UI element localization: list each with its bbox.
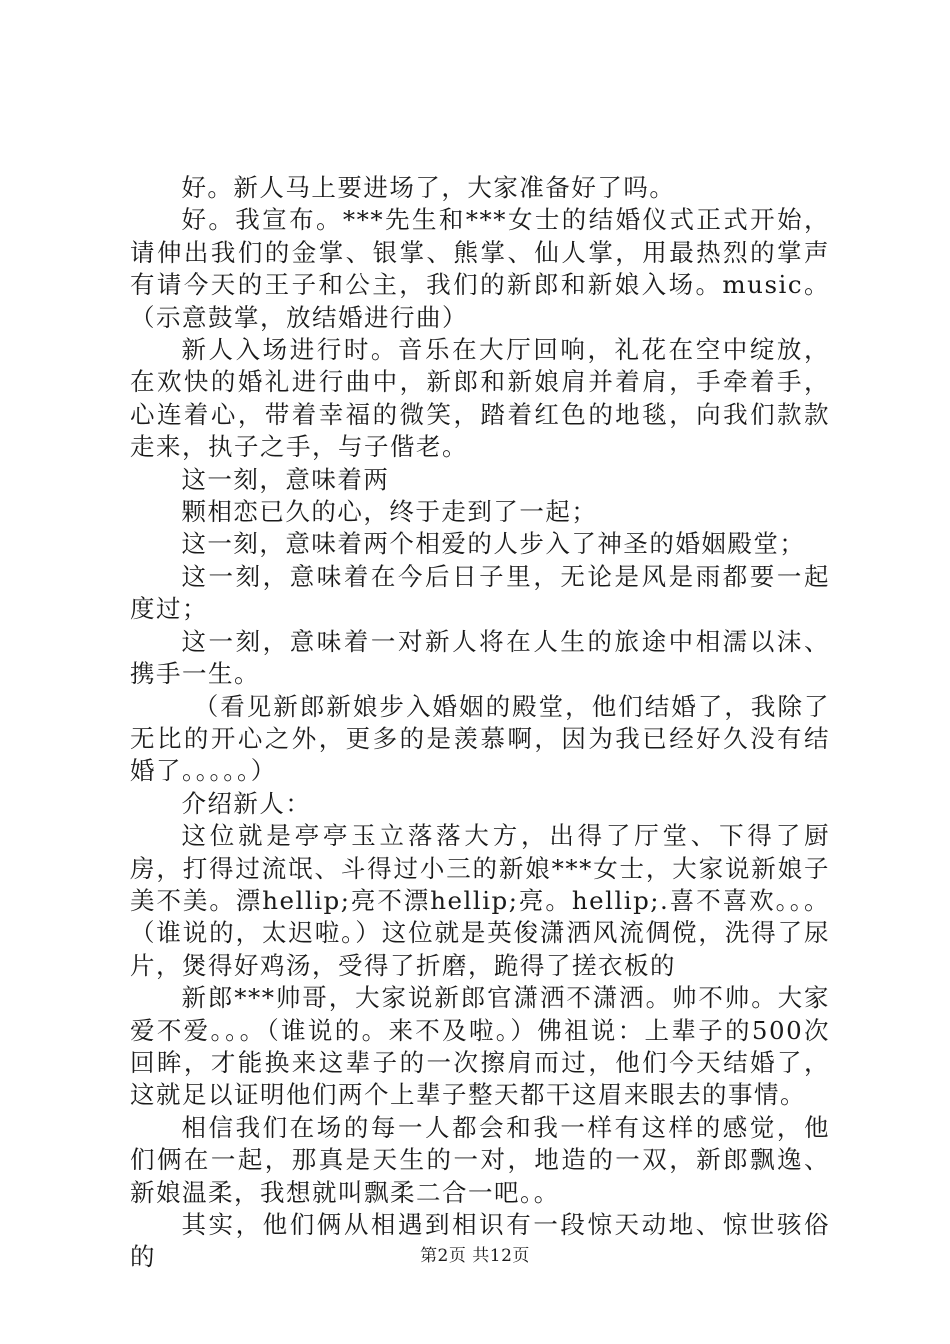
paragraph: 这一刻，意味着两 <box>181 464 390 494</box>
paragraph: 相信我们在场的每一人都会和我一样有这样的感觉，他们俩在一起，那真是天生的一对，地造的一双，新郎飘逸、新娘温柔，我想就叫飘柔二合一吧。。 <box>130 1112 830 1207</box>
page-footer <box>0 1241 950 1266</box>
paragraph: 这一刻，意味着一对新人将在人生的旅途中相濡以沫、携手一生。 <box>130 626 830 689</box>
paragraph: 其实，他们俩从相遇到相识有一段惊天动地、惊世骇俗的 <box>130 1210 830 1272</box>
page-number: 第2页 共12页 <box>420 1246 530 1266</box>
paragraph: 好。新人马上要进场了，大家准备好了吗。 <box>181 173 676 202</box>
document-body <box>130 172 830 1274</box>
paragraph: 介绍新人： <box>181 788 312 818</box>
paragraph: 颗相恋已久的心，终于走到了一起； <box>181 497 598 527</box>
paragraph: （看见新郎新娘步入婚姻的殿堂，他们结婚了，我除了无比的开心之外，更多的是羡慕啊，因为我已经好久没有结婚了。。。。。） <box>130 691 830 786</box>
paragraph: 这位就是亭亭玉立落落大方，出得了厅堂、下得了厨房，打得过流氓、斗得过小三的新娘***女士，大家说新娘子美不美。漂hellip;亮不漂hellip;亮。hellip;.喜不喜欢。。。（谁说的，太迟啦。）这位就是英俊潇洒风流倜傥，洗得了尿片，煲得好鸡汤，受得了折磨，跪得了搓衣板的 <box>130 821 830 980</box>
paragraph: 新人入场进行时。音乐在大厅回响，礼花在空中绽放，在欢快的婚礼进行曲中，新郎和新娘肩并着肩，手牵着手，心连着心，带着幸福的微笑，踏着红色的地毯，向我们款款走来，执子之手，与子偕老。 <box>130 335 830 462</box>
paragraph: 这一刻，意味着在今后日子里，无论是风是雨都要一起度过； <box>130 561 830 624</box>
paragraph: 新郎***帅哥，大家说新郎官潇洒不潇洒。帅不帅。大家爱不爱。。。（谁说的。来不及啦。）佛祖说：上辈子的500次回眸，才能换来这辈子的一次擦肩而过，他们今天结婚了，这就足以证明他们两个上辈子整天都干这眉来眼去的事情。 <box>130 983 830 1110</box>
paragraph: 这一刻，意味着两个相爱的人步入了神圣的婚姻殿堂； <box>181 529 806 559</box>
paragraph: 好。我宣布。***先生和***女士的结婚仪式正式开始，请伸出我们的金掌、银掌、熊掌、仙人掌，用最热烈的掌声有请今天的王子和公主，我们的新郎和新娘入场。music。（示意鼓掌，放结婚进行曲） <box>130 205 830 332</box>
